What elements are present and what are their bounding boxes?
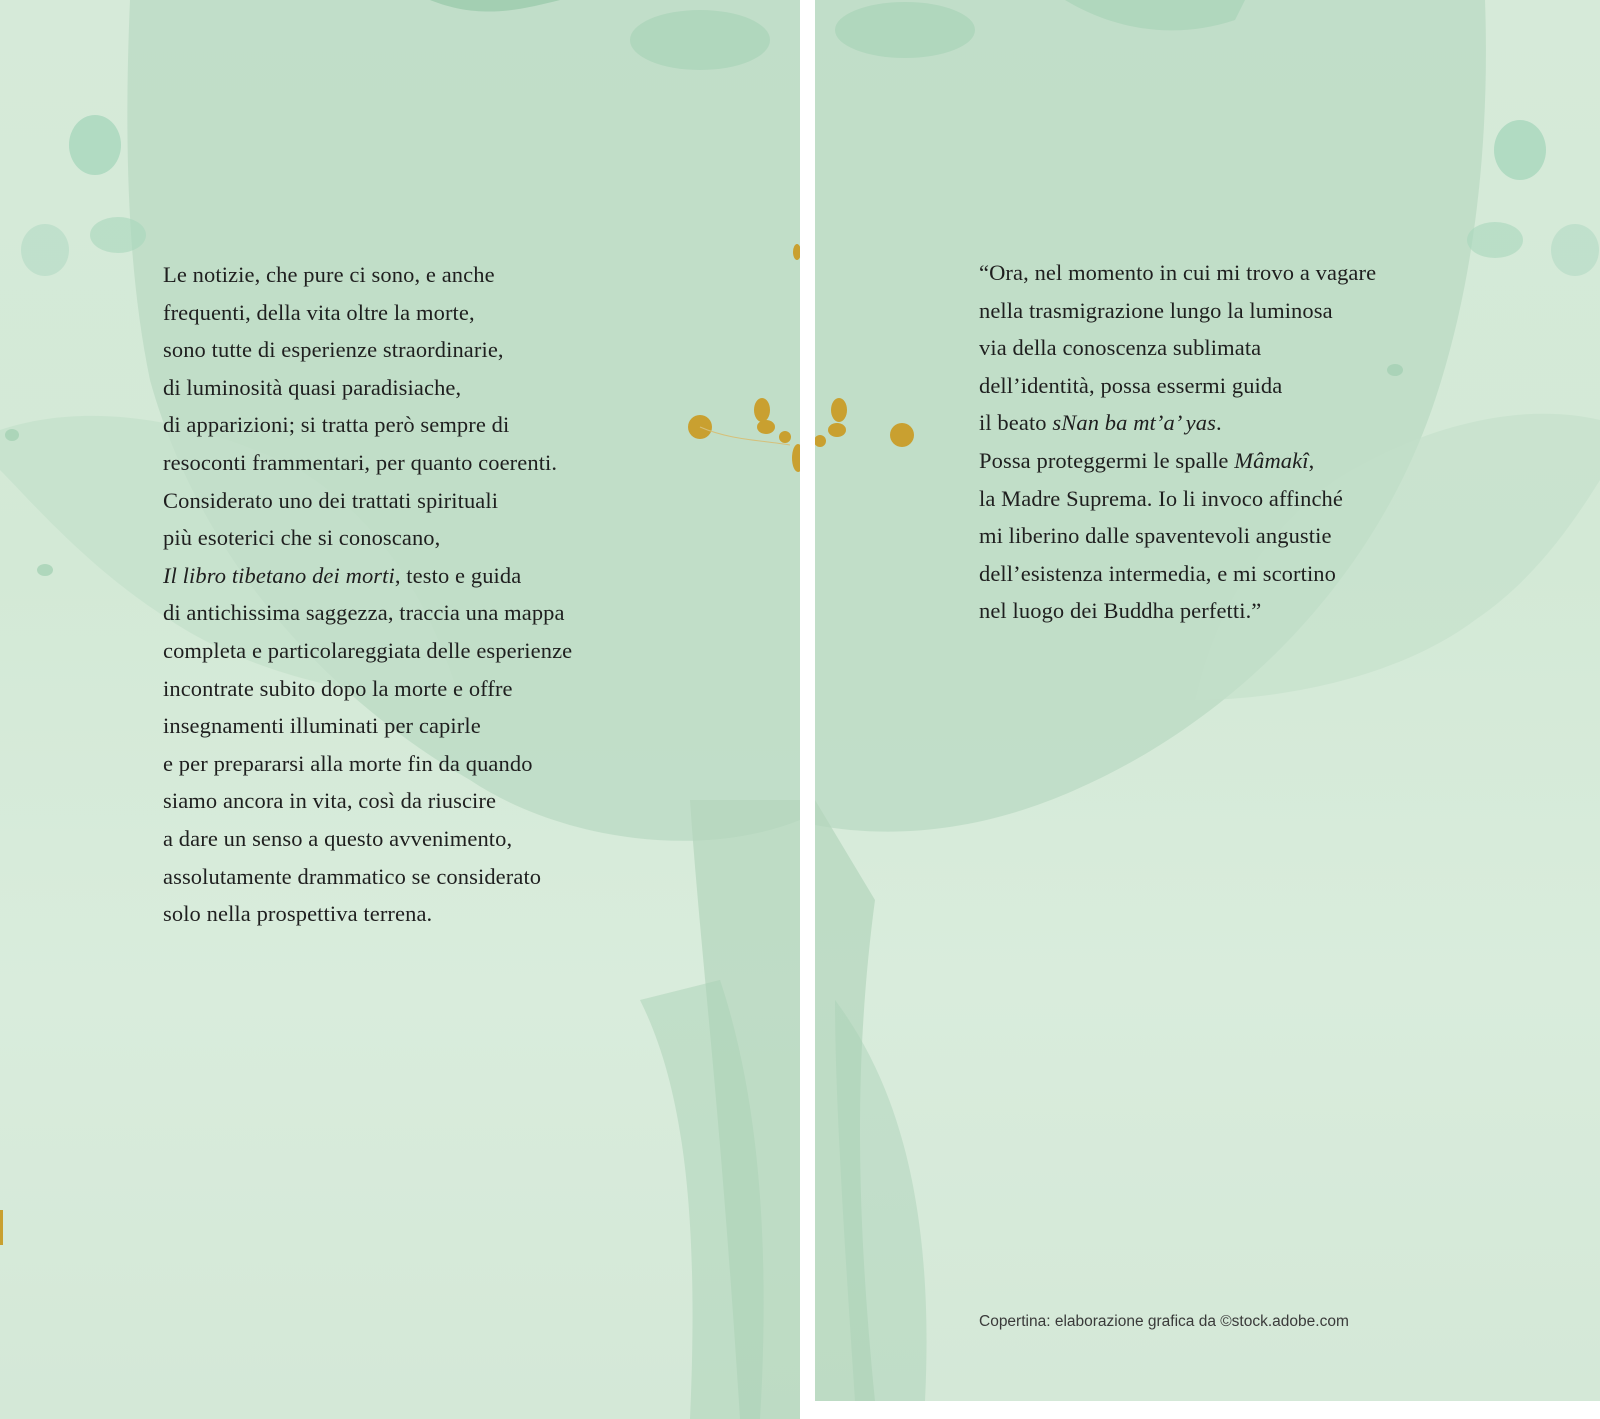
text-line: di luminosità quasi paradisiache, bbox=[163, 374, 462, 400]
book-title: Il libro tibetano dei morti bbox=[163, 562, 395, 588]
text-line: Le notizie, che pure ci sono, e anche bbox=[163, 262, 495, 287]
deity-name: Mâmakî bbox=[1234, 447, 1309, 473]
text-line: più esoterici che si conoscano, bbox=[163, 525, 441, 551]
text-line: nella trasmigrazione lungo la luminosa bbox=[979, 297, 1333, 323]
watercolor-flower-art bbox=[815, 0, 1600, 1401]
text-line: mi liberino dalle spaventevoli angustie bbox=[979, 523, 1332, 549]
text-line: Considerato uno dei trattati spirituali bbox=[163, 487, 499, 513]
text-line: via della conoscenza sublimata bbox=[979, 335, 1262, 361]
text-line: nel luogo dei Buddha perfetti.” bbox=[979, 598, 1262, 624]
text-line-book-title: Il libro tibetano dei morti, testo e guida bbox=[163, 562, 522, 588]
text-line-deity-name: il beato sNan ba mt’a’ yas. bbox=[979, 410, 1222, 436]
text-line: incontrate subito dopo la morte e offre bbox=[163, 675, 513, 701]
text-line: resoconti frammentari, per quanto coerenti. bbox=[163, 449, 558, 475]
right-page bbox=[815, 0, 1600, 1401]
text-line: dell’esistenza intermedia, e mi scortino bbox=[979, 560, 1337, 586]
text-line: sono tutte di esperienze straordinarie, bbox=[163, 337, 504, 363]
text-line: di apparizioni; si tratta però sempre di bbox=[163, 412, 510, 438]
text-line: la Madre Suprema. Io li invoco affinché bbox=[979, 485, 1343, 511]
text-line: “Ora, nel momento in cui mi trovo a vagare bbox=[979, 260, 1377, 285]
deity-name: sNan ba mt’a’ yas bbox=[1052, 410, 1216, 436]
text-line: e per prepararsi alla morte fin da quando bbox=[163, 750, 533, 776]
text-line: frequenti, della vita oltre la morte, bbox=[163, 299, 475, 325]
text-line: siamo ancora in vita, così da riuscire bbox=[163, 788, 497, 814]
cover-credit: Copertina: elaborazione grafica da ©stock.adobe.com bbox=[979, 1313, 1349, 1330]
text-line: assolutamente drammatico se considerato bbox=[163, 863, 542, 889]
text-line: di antichissima saggezza, traccia una mappa bbox=[163, 600, 565, 626]
text-line: completa e particolareggiata delle esperienze bbox=[163, 637, 573, 663]
left-body-text bbox=[163, 256, 643, 933]
text-line: insegnamenti illuminati per capirle bbox=[163, 713, 481, 739]
text-line-deity-name: Possa proteggermi le spalle Mâmakî, bbox=[979, 447, 1315, 473]
right-quote-text bbox=[979, 254, 1449, 630]
text-line: dell’identità, possa essermi guida bbox=[979, 372, 1283, 398]
text-line: a dare un senso a questo avvenimento, bbox=[163, 825, 513, 851]
text-line: solo nella prospettiva terrena. bbox=[163, 901, 433, 927]
